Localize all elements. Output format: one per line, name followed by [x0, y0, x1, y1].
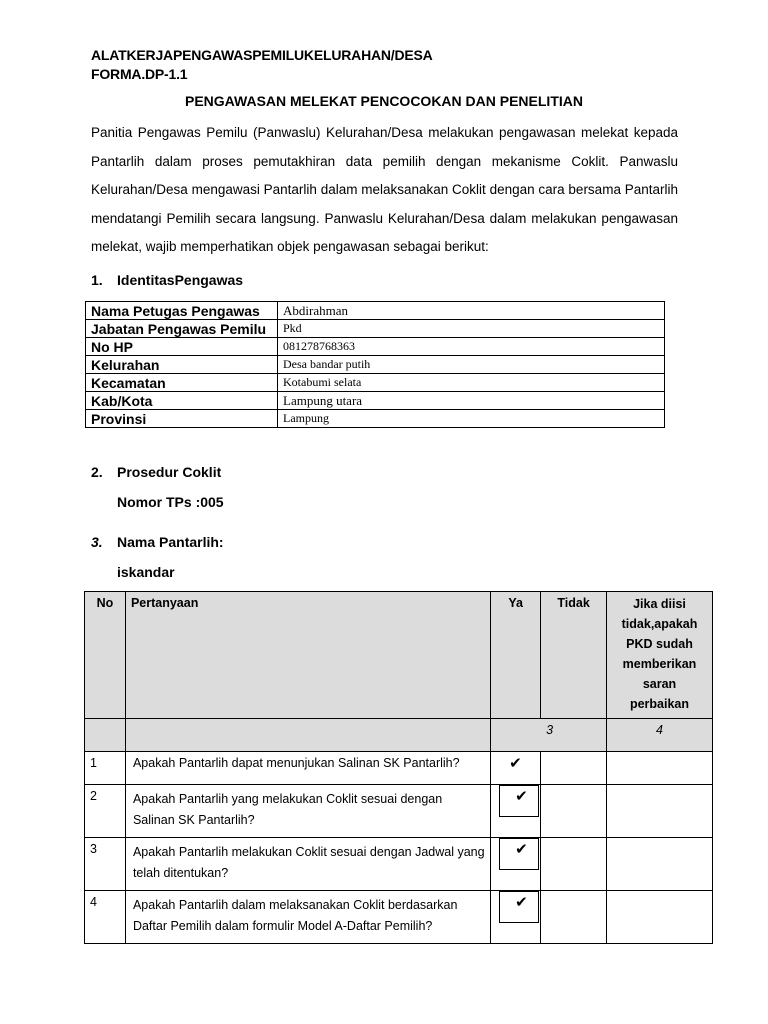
- section-label: IdentitasPengawas: [117, 272, 244, 288]
- section-label: Prosedur Coklit: [117, 464, 222, 480]
- section-pantarlih-heading: [91, 534, 224, 550]
- section-procedure-heading: [91, 464, 221, 480]
- identity-table: [85, 301, 665, 428]
- table-row: [86, 356, 665, 374]
- table-row: [86, 338, 665, 356]
- tps-number: Nomor TPs :005: [117, 494, 224, 510]
- table-row: [86, 392, 665, 410]
- yes-cell[interactable]: [491, 838, 541, 891]
- yes-cell[interactable]: [491, 785, 541, 838]
- row-question: Apakah Pantarlih dapat menunjukan Salinan SK Pantarlih?: [125, 752, 490, 785]
- form-header-title: ALATKERJAPENGAWASPEMILUKELURAHAN/DESA: [91, 47, 433, 63]
- yes-check: ✔: [515, 894, 528, 911]
- yes-check[interactable]: ✔: [491, 752, 541, 785]
- section-identity-heading: [91, 272, 243, 288]
- table-cell: [125, 719, 490, 752]
- row-question: Apakah Pantarlih melakukan Coklit sesuai dengan Jadwal yang telah ditentukan?: [125, 838, 490, 891]
- yes-check: ✔: [515, 788, 528, 805]
- table-row: [85, 785, 713, 838]
- identity-value: Lampung utara: [278, 392, 665, 410]
- identity-label: Kecamatan: [86, 374, 278, 392]
- page-title: PENGAWASAN MELEKAT PENCOCOKAN DAN PENELITIAN: [185, 93, 583, 109]
- table-index-row: [85, 719, 713, 752]
- section-number: 3.: [91, 534, 103, 550]
- identity-value: Lampung: [278, 410, 665, 428]
- identity-value: Pkd: [278, 320, 665, 338]
- note-cell[interactable]: [607, 891, 713, 944]
- identity-label: Jabatan Pengawas Pemilu: [86, 320, 278, 338]
- form-code: FORMA.DP-1.1: [91, 66, 188, 82]
- table-header-row: [85, 592, 713, 719]
- no-check-cell[interactable]: [541, 785, 607, 838]
- index-4: 4: [607, 719, 713, 752]
- yes-check: ✔: [515, 841, 528, 858]
- identity-label: Kab/Kota: [86, 392, 278, 410]
- no-check-cell[interactable]: [541, 891, 607, 944]
- yes-cell[interactable]: [491, 891, 541, 944]
- row-number: 3: [85, 838, 126, 891]
- questions-table: [84, 591, 713, 944]
- pantarlih-name: iskandar: [117, 564, 175, 580]
- index-3: 3: [491, 719, 607, 752]
- no-check-cell[interactable]: [541, 752, 607, 785]
- col-header-no: No: [85, 592, 126, 719]
- identity-value: Kotabumi selata: [278, 374, 665, 392]
- identity-value: Abdirahman: [278, 302, 665, 320]
- identity-label: Provinsi: [86, 410, 278, 428]
- section-label: Nama Pantarlih:: [117, 534, 224, 550]
- section-number: 1.: [91, 272, 103, 288]
- intro-paragraph: Panitia Pengawas Pemilu (Panwaslu) Kelurahan/Desa melakukan pengawasan melekat kepada Pantarlih dalam proses pemutakhiran data pemilih dengan mekanisme Coklit. Panwaslu Kelurahan/Desa mengawasi Pantarlih dalam melaksanakan Coklit dengan cara bersama Pantarlih mendatangi Pemilih secara langsung. Panwaslu Kelurahan/Desa dalam melakukan pengawasan melekat, wajib memperhatikan objek pengawasan sebagai berikut:: [91, 125, 678, 254]
- table-row: [85, 891, 713, 944]
- note-cell[interactable]: [607, 752, 713, 785]
- table-row: [85, 838, 713, 891]
- note-cell[interactable]: [607, 838, 713, 891]
- table-row: [86, 320, 665, 338]
- identity-label: No HP: [86, 338, 278, 356]
- table-row: [86, 410, 665, 428]
- row-number: 4: [85, 891, 126, 944]
- table-row: [86, 374, 665, 392]
- section-number: 2.: [91, 464, 103, 480]
- col-header-note: Jika diisi tidak,apakah PKD sudah memberikan saran perbaikan: [607, 592, 713, 719]
- identity-value: Desa bandar putih: [278, 356, 665, 374]
- identity-label: Kelurahan: [86, 356, 278, 374]
- row-question: Apakah Pantarlih yang melakukan Coklit sesuai dengan Salinan SK Pantarlih?: [125, 785, 490, 838]
- note-cell[interactable]: [607, 785, 713, 838]
- identity-label: Nama Petugas Pengawas: [86, 302, 278, 320]
- col-header-question: Pertanyaan: [125, 592, 490, 719]
- col-header-yes: Ya: [491, 592, 541, 719]
- col-header-no-answer: Tidak: [541, 592, 607, 719]
- row-number: 2: [85, 785, 126, 838]
- table-row: [86, 302, 665, 320]
- table-row: [85, 752, 713, 785]
- row-question: Apakah Pantarlih dalam melaksanakan Coklit berdasarkan Daftar Pemilih dalam formulir Model A-Daftar Pemilih?: [125, 891, 490, 944]
- row-number: 1: [85, 752, 126, 785]
- table-cell: [85, 719, 126, 752]
- identity-value: 081278768363: [278, 338, 665, 356]
- no-check-cell[interactable]: [541, 838, 607, 891]
